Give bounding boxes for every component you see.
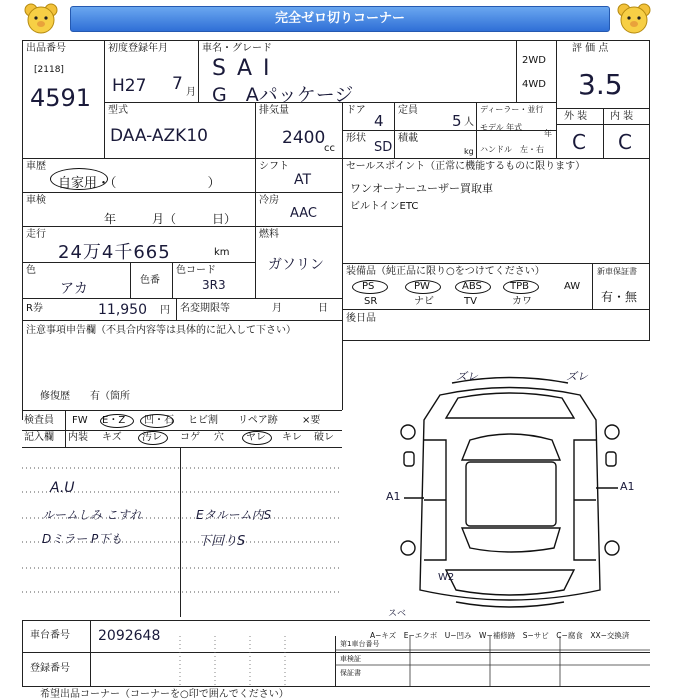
- model-type: DAA-AZK10: [110, 126, 208, 146]
- equip-ps: PS: [362, 281, 375, 292]
- fuel-label: 燃料: [259, 229, 279, 240]
- shift-value: AT: [294, 172, 312, 188]
- bottom-row-label-2: 車検証: [340, 655, 361, 663]
- registration-month: 7: [172, 74, 183, 94]
- recycle-unit: 円: [160, 305, 170, 316]
- handle-label: ハンドル: [480, 145, 512, 154]
- displacement: 2400: [282, 128, 326, 148]
- drive-4wd-label: 4WD: [522, 79, 546, 90]
- note-line-2: ルームしみ こすれ: [42, 508, 142, 522]
- entry-scratch: キズ: [102, 432, 122, 443]
- color-label: 色: [26, 265, 36, 276]
- exterior-label: 外 装: [564, 111, 588, 122]
- model-type-label: 型式: [108, 105, 128, 116]
- equip-navi: ナビ: [414, 296, 434, 307]
- capacity-unit: 人: [464, 117, 474, 128]
- entry-wear: ヤレ: [246, 432, 266, 443]
- model-year-label: モデル 年式: [480, 123, 523, 132]
- year-suffix: 年: [544, 129, 552, 138]
- page-title: 完全ゼロ切りコーナー: [70, 6, 610, 32]
- recycle-value: 11,950: [98, 302, 147, 318]
- score-value: 3.5: [578, 68, 623, 101]
- grade: G Aパッケージ: [212, 84, 354, 106]
- mileage-value: 24万4千665: [58, 242, 171, 263]
- kg-unit: kg: [464, 147, 474, 156]
- cc-unit: cc: [324, 143, 335, 154]
- doors-label: ドア: [346, 105, 366, 116]
- score-label: 評 価 点: [572, 43, 609, 54]
- aircon-value: AAC: [290, 206, 317, 221]
- diagram-mark-a1-right: A1: [620, 480, 635, 493]
- usage-value: 自家用・（ ）: [58, 176, 221, 191]
- doors: 4: [374, 112, 384, 130]
- note-line-3: Dミラー P下も: [42, 532, 123, 546]
- loading-label: 積載: [398, 133, 418, 144]
- car-grade-label: 車名・グレード: [202, 43, 272, 54]
- first-registration-label: 初度登録年月: [108, 43, 168, 54]
- exterior-grade: C: [572, 130, 586, 154]
- entry-tear: 破レ: [314, 432, 334, 443]
- lot-code: [2118]: [34, 65, 64, 75]
- inspect-repair: リペア跡: [238, 415, 278, 426]
- entry-hole: 穴: [214, 432, 224, 443]
- name-change-month: 月: [272, 303, 282, 314]
- equipment-label: 装備品（純正品に限り○をつけてください）: [346, 266, 545, 277]
- equip-abs: ABS: [462, 281, 482, 292]
- inspect-need: ×要: [302, 415, 321, 426]
- color-code-label: 色コード: [176, 265, 216, 276]
- damage-legend: A−キズ E−エクボ U−凹み W−補修跡 S−サビ C−腐食 XX−交換済: [370, 631, 630, 640]
- drive-2wd-label: 2WD: [522, 55, 546, 66]
- note-line-4: Eタルーム内S: [196, 508, 272, 522]
- preferred-corner-label: 希望出品コーナー（コーナーを○印で囲んでください）: [40, 689, 289, 700]
- entry-cut: キレ: [282, 432, 302, 443]
- note-line-5: 下回りS: [198, 534, 246, 549]
- capacity: 5: [452, 112, 462, 130]
- notes-label: 注意事項申告欄（不具合内容等は具体的に記入して下さい）: [26, 325, 296, 336]
- color-value: アカ: [60, 281, 88, 297]
- name-change-label: 名変期限等: [180, 303, 230, 314]
- lot-number: 4591: [30, 84, 92, 112]
- dealer-label: ディーラー・並行: [480, 105, 544, 114]
- registration-year: H27: [112, 76, 147, 96]
- diagram-mark-a1-left: A1: [386, 490, 401, 503]
- aircon-label: 冷房: [259, 195, 279, 206]
- new-warranty-label: 新車保証書: [597, 267, 637, 276]
- diagram-mark-sube: スベ: [388, 609, 407, 619]
- equip-sr: SR: [364, 296, 378, 307]
- inspect-ez: E・Z: [102, 415, 126, 426]
- interior-grade: C: [618, 130, 632, 154]
- mileage-label: 走行: [26, 229, 46, 240]
- sales-points-label: セールスポイント（正常に機能するものに限ります）: [346, 161, 586, 172]
- entry-interior: 内装: [68, 432, 88, 443]
- equip-leather: カワ: [512, 296, 532, 307]
- displacement-label: 排気量: [259, 105, 289, 116]
- equip-tpb: TPB: [510, 281, 529, 292]
- name-change-day: 日: [318, 303, 328, 314]
- diagram-mark-shift-right: ズレ: [566, 370, 588, 383]
- shape: SD: [374, 140, 393, 155]
- note-line-1: A.U: [50, 480, 75, 496]
- inspection-label: 車検: [26, 195, 46, 206]
- interior-label: 内 装: [610, 111, 634, 122]
- equip-tv: TV: [464, 296, 477, 307]
- equip-aw: AW: [564, 281, 581, 292]
- entry-burn: コゲ: [180, 432, 200, 443]
- sales-point-2: ビルトインETC: [350, 201, 419, 212]
- diagram-mark-shift-left: ズレ: [456, 370, 478, 383]
- bottom-row-label-3: 保証書: [340, 669, 361, 677]
- km-unit: km: [214, 247, 230, 258]
- car-name: S A I: [212, 56, 272, 81]
- shift-label: シフト: [259, 161, 289, 172]
- shape-label: 形状: [346, 133, 366, 144]
- repair-history-label: 修復歴 有（箇所: [40, 391, 130, 402]
- capacity-label: 定員: [398, 105, 418, 116]
- entry-label: 記入欄: [24, 432, 54, 443]
- diagram-mark-w2: W2: [438, 572, 455, 583]
- usage-label: 車歴: [26, 161, 46, 172]
- inspect-crack: ヒビ割: [188, 415, 218, 426]
- inspector-label: 検査員: [24, 415, 54, 426]
- lot-number-label: 出品番号: [26, 43, 66, 54]
- color-code: 3R3: [202, 278, 226, 292]
- inspect-dent: 凹・石: [144, 415, 174, 426]
- chassis-number-label: 車台番号: [30, 630, 70, 641]
- warranty-value: 有・無: [601, 290, 638, 304]
- bottom-row-label-1: 第1車台番号: [340, 640, 380, 648]
- month-suffix: 月: [186, 87, 196, 98]
- fuel-value: ガソリン: [268, 257, 324, 273]
- inspection-value: 年 月（ 日）: [104, 212, 237, 226]
- chassis-number: 2092648: [98, 628, 161, 644]
- sales-point-1: ワンオーナーユーザー買取車: [350, 182, 493, 195]
- entry-dirt: 汚レ: [142, 432, 162, 443]
- recycle-label: R券: [26, 303, 43, 314]
- color-number-label: 色番: [140, 275, 160, 286]
- inspect-fw: FW: [72, 415, 88, 426]
- registration-number-label: 登録番号: [30, 663, 70, 674]
- handle-values: 左・右: [520, 145, 544, 154]
- equip-pw: PW: [414, 281, 430, 292]
- rear-items-label: 後日品: [346, 313, 376, 324]
